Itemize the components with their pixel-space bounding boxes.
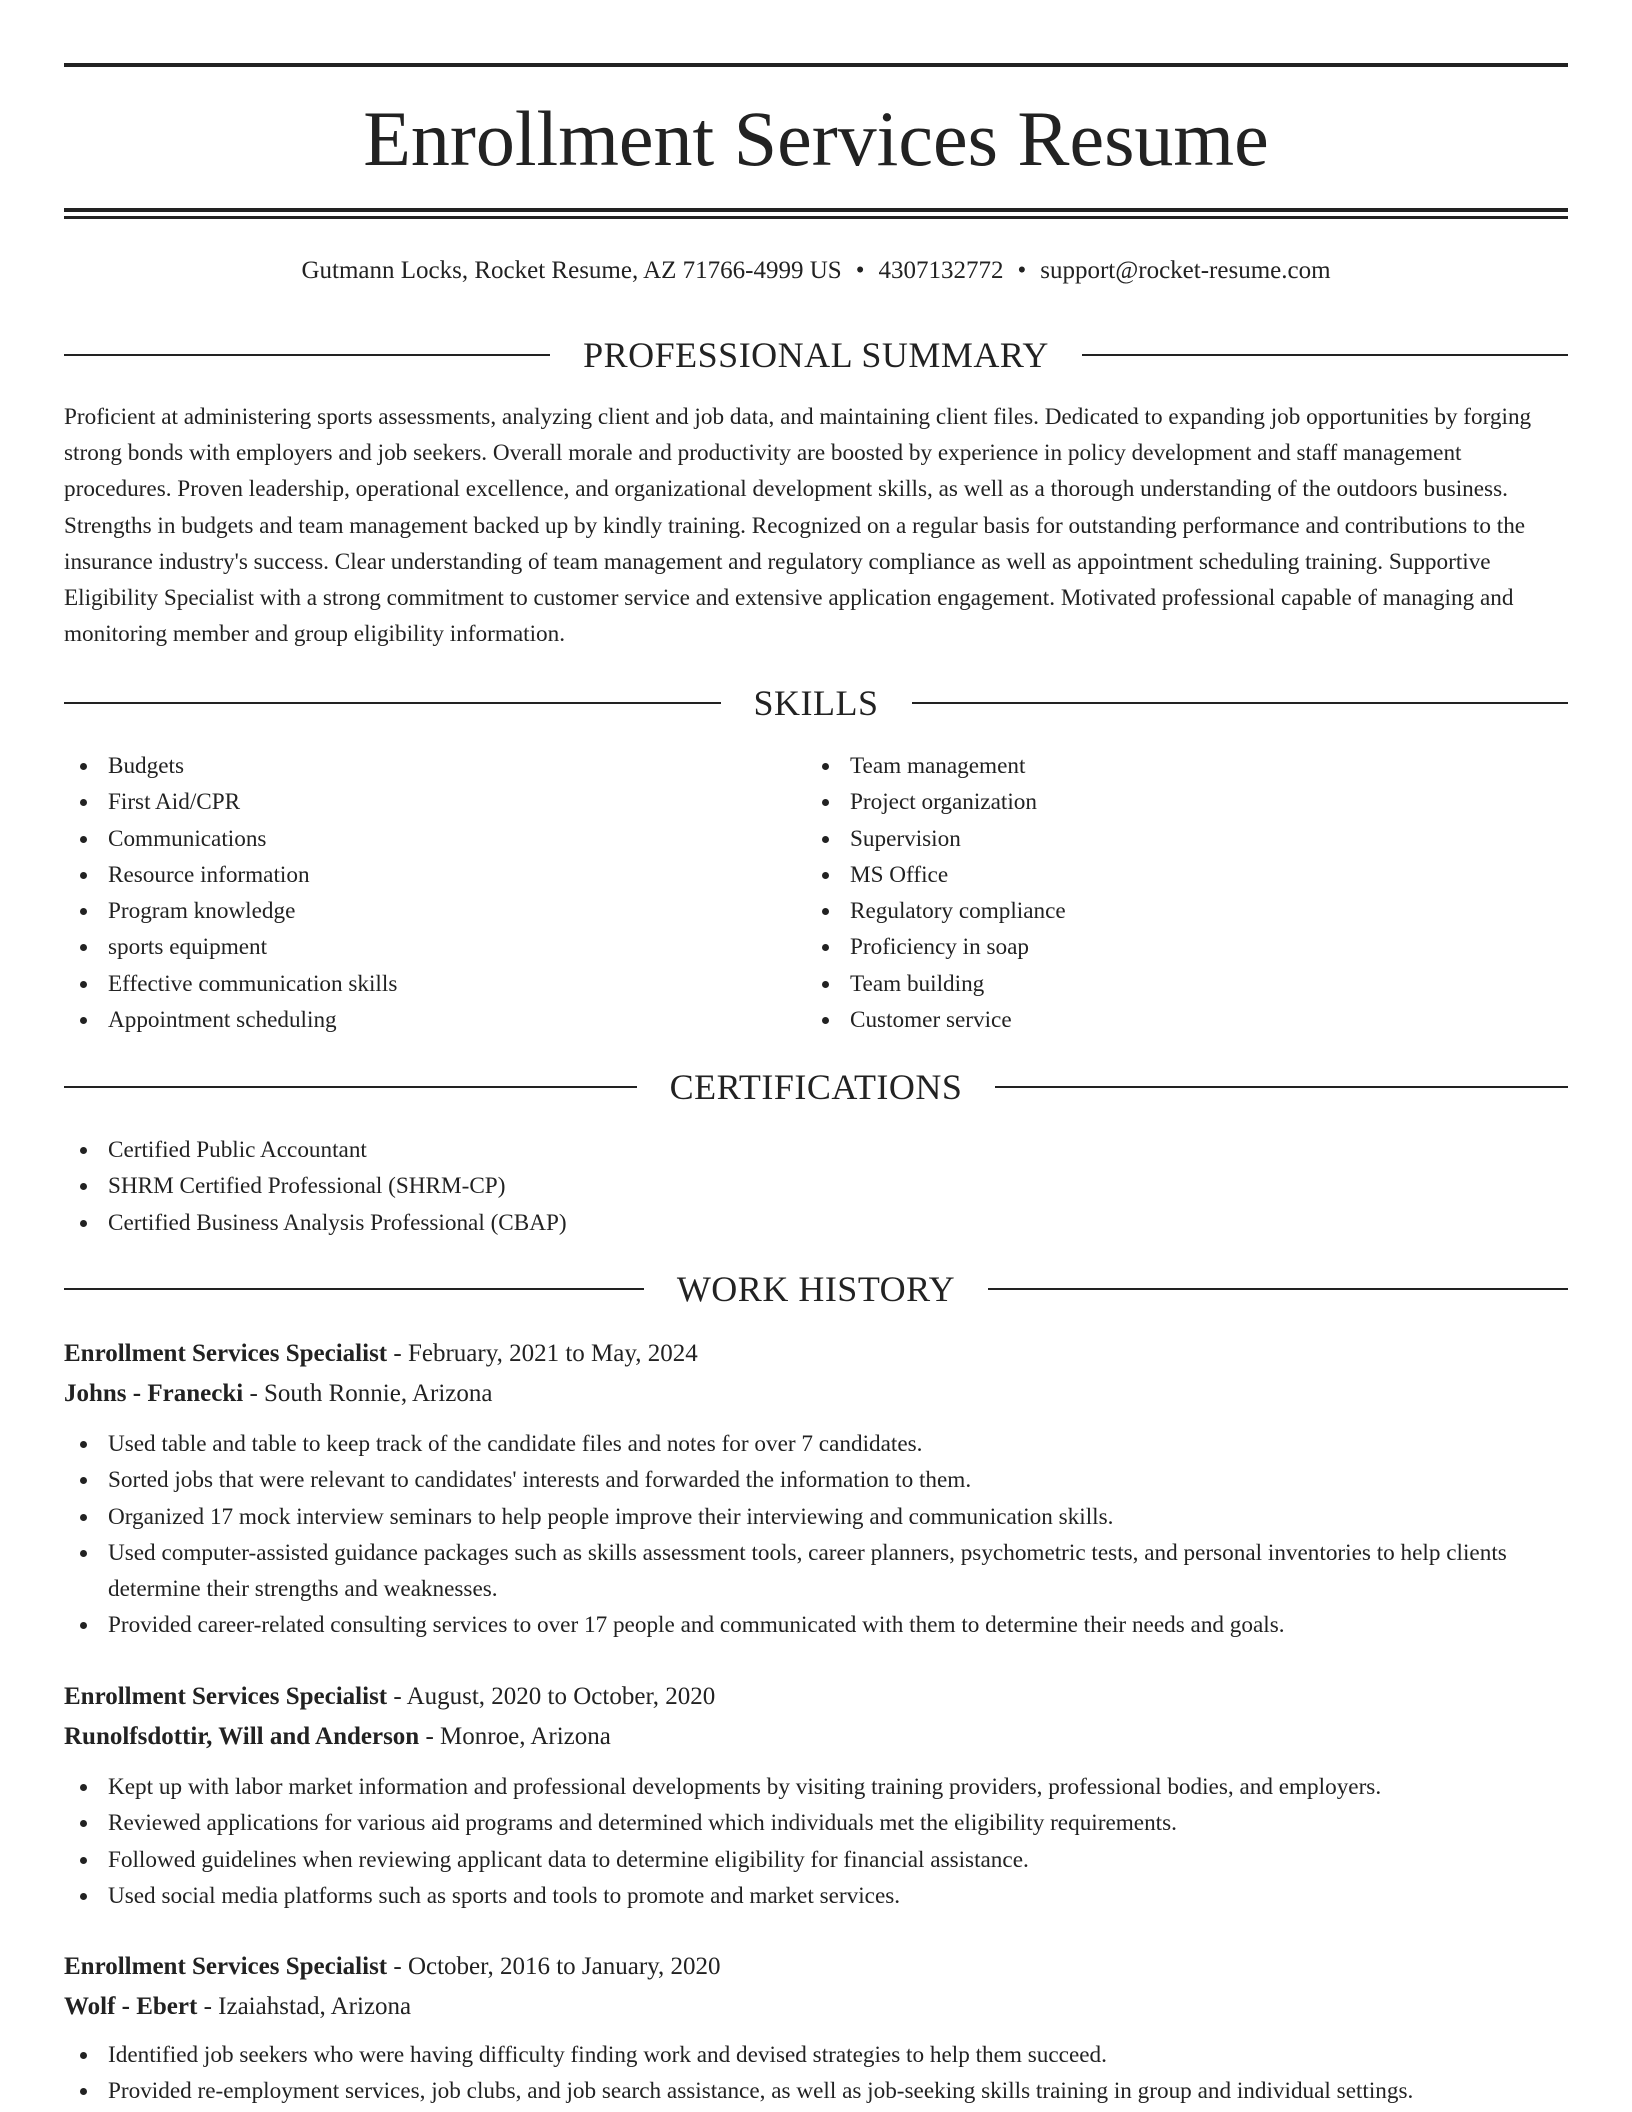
skill-item: sports equipment — [64, 929, 804, 965]
job-duty: Used computer-assisted guidance packages such as skills assessment tools, career planners, psychometric tests, and personal inventories to help clients determine their strengths and weaknesses. — [64, 1535, 1568, 1608]
skill-item: Proficiency in soap — [806, 929, 1566, 965]
job-duties-list — [64, 1426, 1568, 1644]
job-entry — [64, 1334, 1568, 1644]
section-rule — [64, 702, 721, 704]
skills-list-left — [64, 748, 804, 1038]
skill-item: Program knowledge — [64, 893, 804, 929]
job-duty: Used table and table to keep track of the candidate files and notes for over 7 candidates. — [64, 1426, 1568, 1462]
skill-item: First Aid/CPR — [64, 784, 804, 820]
job-dates: - February, 2021 to May, 2024 — [393, 1340, 698, 1367]
skill-item: Communications — [64, 821, 804, 857]
section-rule — [1082, 354, 1568, 356]
summary-section-header — [64, 333, 1568, 377]
certification-item: Certified Business Analysis Professional (CBAP) — [64, 1205, 1568, 1241]
section-rule — [912, 702, 1569, 704]
section-rule — [64, 1086, 637, 1088]
skill-item: Regulatory compliance — [806, 893, 1566, 929]
skill-item: Project organization — [806, 784, 1566, 820]
skills-section-header — [64, 681, 1568, 725]
skill-item: Supervision — [806, 821, 1566, 857]
summary-heading: PROFESSIONAL SUMMARY — [583, 335, 1049, 375]
job-location: - South Ronnie, Arizona — [249, 1380, 493, 1407]
section-rule — [988, 1288, 1568, 1290]
job-duty: Followed guidelines when reviewing applicant data to determine eligibility for financial assistance. — [64, 1842, 1568, 1878]
skill-item: Resource information — [64, 857, 804, 893]
job-company: Johns - Franecki — [64, 1380, 244, 1407]
skill-item: MS Office — [806, 857, 1566, 893]
job-company: Runolfsdottir, Will and Anderson — [64, 1723, 420, 1750]
contact-email: support@rocket-resume.com — [1040, 257, 1331, 284]
section-rule — [64, 354, 550, 356]
certification-item: SHRM Certified Professional (SHRM-CP) — [64, 1168, 1568, 1204]
certifications-section-header — [64, 1065, 1568, 1109]
job-duty: Provided re-employment services, job clubs, and job search assistance, as well as job-seeking skills training in group and individual settings. — [64, 2073, 1568, 2109]
job-title: Enrollment Services Specialist — [64, 1340, 388, 1367]
contact-separator: • — [855, 257, 865, 284]
job-title-line — [64, 1334, 1568, 1374]
job-title: Enrollment Services Specialist — [64, 1953, 388, 1980]
job-duties-list — [64, 2037, 1568, 2110]
contact-separator: • — [1017, 257, 1027, 284]
work-history-section-header — [64, 1267, 1568, 1311]
job-company: Wolf - Ebert — [64, 1993, 198, 2020]
title-double-rule — [64, 208, 1568, 219]
section-rule — [64, 1288, 644, 1290]
section-rule — [995, 1086, 1568, 1088]
job-duty: Sorted jobs that were relevant to candidates' interests and forwarded the information to them. — [64, 1462, 1568, 1498]
summary-text: Proficient at administering sports assessments, analyzing client and job data, and maintaining client files. Dedicated to expanding job opportunities by forging strong bonds with employers and job seekers. Overall morale and productivity are boosted by experience in policy development and staff management procedures. Proven leadership, operational excellence, and organizational development skills, as well as a thorough understanding of the outdoors business. Strengths in budgets and team management backed up by kindly training. Recognized on a regular basis for outstanding performance and contributions to the insurance industry's success. Clear understanding of team management and regulatory compliance as well as appointment scheduling training. Supportive Eligibility Specialist with a strong commitment to customer service and extensive application engagement. Motivated professional capable of managing and monitoring member and group eligibility information. — [64, 404, 1532, 648]
job-entry — [64, 1677, 1568, 1914]
skill-item: Budgets — [64, 748, 804, 784]
work-history-heading: WORK HISTORY — [676, 1269, 956, 1309]
skills-heading: SKILLS — [753, 683, 879, 723]
skills-list-right — [806, 748, 1566, 1038]
job-title-line — [64, 1947, 1568, 1987]
job-title-line — [64, 1677, 1568, 1717]
job-location: - Izaiahstad, Arizona — [203, 1993, 412, 2020]
job-dates: - August, 2020 to October, 2020 — [393, 1683, 716, 1710]
job-duty: Reviewed applications for various aid programs and determined which individuals met the eligibility requirements. — [64, 1805, 1568, 1841]
certifications-list — [64, 1132, 1568, 1241]
contact-address: Gutmann Locks, Rocket Resume, AZ 71766-4999 US — [301, 257, 842, 284]
top-rule — [64, 63, 1568, 67]
job-dates: - October, 2016 to January, 2020 — [393, 1953, 721, 1980]
job-company-line — [64, 1374, 1568, 1414]
job-entry — [64, 1947, 1568, 2110]
skill-item: Team building — [806, 966, 1566, 1002]
job-location: - Monroe, Arizona — [425, 1723, 611, 1750]
job-company-line — [64, 1987, 1568, 2027]
job-company-line — [64, 1717, 1568, 1757]
contact-line — [64, 254, 1568, 288]
job-duty: Identified job seekers who were having difficulty finding work and devised strategies to help them succeed. — [64, 2037, 1568, 2073]
job-duty: Kept up with labor market information and professional developments by visiting training providers, professional bodies, and employers. — [64, 1769, 1568, 1805]
skill-item: Customer service — [806, 1002, 1566, 1038]
job-duty: Organized 17 mock interview seminars to help people improve their interviewing and communication skills. — [64, 1499, 1568, 1535]
resume-title: Enrollment Services Resume — [363, 95, 1269, 182]
job-duty: Used social media platforms such as sports and tools to promote and market services. — [64, 1878, 1568, 1914]
job-duties-list — [64, 1769, 1568, 1914]
skill-item: Effective communication skills — [64, 966, 804, 1002]
job-duty: Provided career-related consulting services to over 17 people and communicated with them to determine their needs and goals. — [64, 1607, 1568, 1643]
skill-item: Team management — [806, 748, 1566, 784]
contact-phone: 4307132772 — [878, 257, 1004, 284]
skill-item: Appointment scheduling — [64, 1002, 804, 1038]
job-title: Enrollment Services Specialist — [64, 1683, 388, 1710]
certification-item: Certified Public Accountant — [64, 1132, 1568, 1168]
certifications-heading: CERTIFICATIONS — [669, 1067, 963, 1107]
